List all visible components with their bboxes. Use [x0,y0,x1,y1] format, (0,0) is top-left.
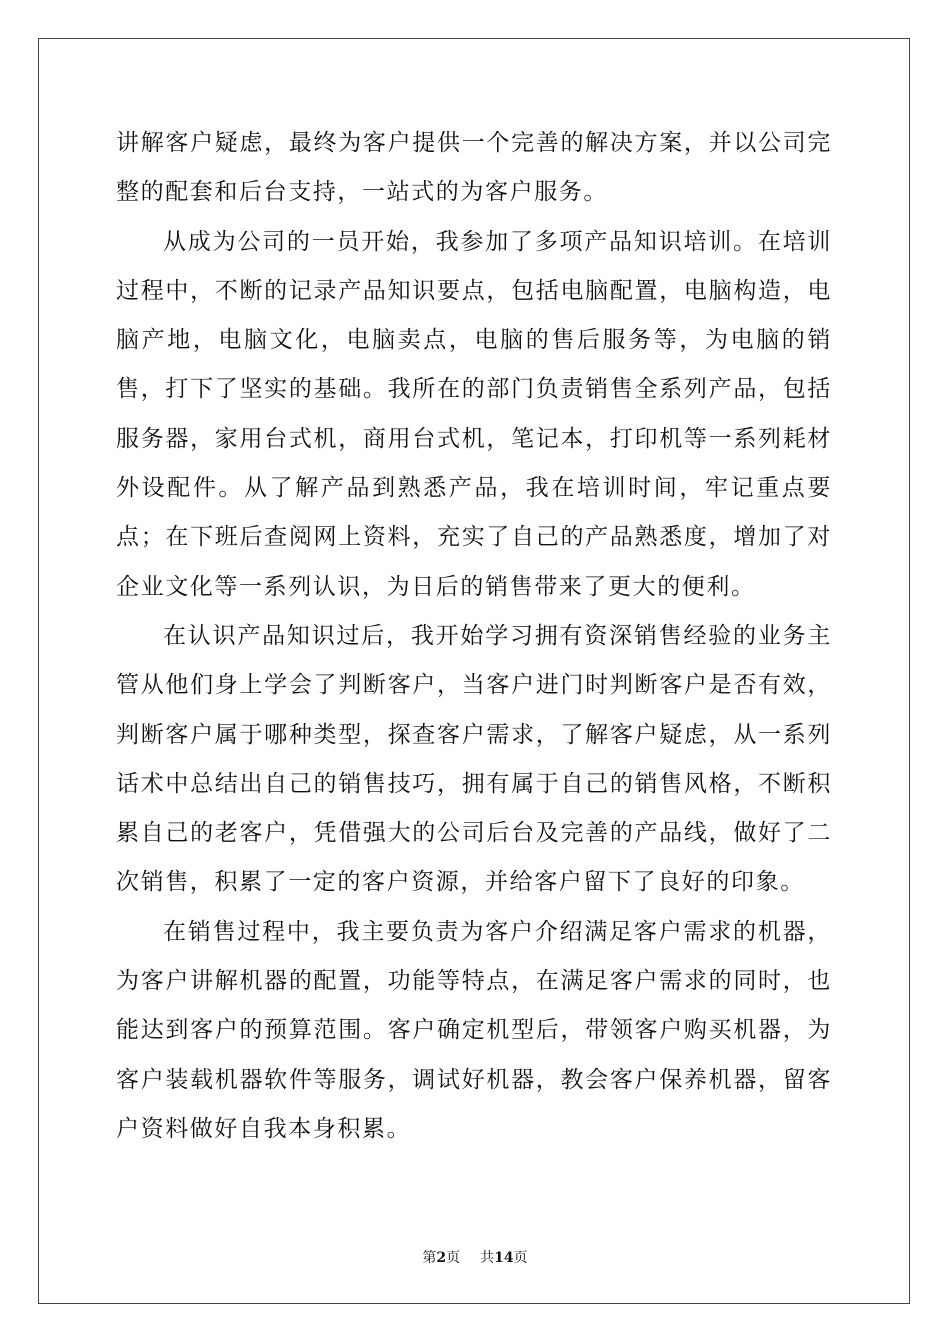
paragraph-2: 从成为公司的一员开始，我参加了多项产品知识培训。在培训过程中，不断的记录产品知识要点，包括电脑配置，电脑构造，电脑产地，电脑文化，电脑卖点，电脑的售后服务等，为电脑的销售，打下了坚实的基础。我所在的部门负责销售全系列产品，包括服务器，家用台式机，商用台式机，笔记本，打印机等一系列耗材外设配件。从了解产品到熟悉产品，我在培训时间，牢记重点要点；在下班后查阅网上资料，充实了自己的产品熟悉度，增加了对企业文化等一系列认识，为日后的销售带来了更大的便利。 [116,228,832,600]
total-pages: 14 [494,1250,514,1266]
total-prefix: 共 [480,1250,495,1266]
page-number: 2 [436,1250,447,1266]
document-body [116,119,832,1154]
page-prefix: 第 [422,1250,437,1266]
paragraph-4: 在销售过程中，我主要负责为客户介绍满足客户需求的机器，为客户讲解机器的配置，功能等特点，在满足客户需求的同时，也能达到客户的预算范围。客户确定机型后，带领客户购买机器，为客户装载机器软件等服务，调试好机器，教会客户保养机器，留客户资料做好自我本身积累。 [116,918,832,1142]
paragraph-3: 在认识产品知识过后，我开始学习拥有资深销售经验的业务主管从他们身上学会了判断客户，当客户进门时判断客户是否有效，判断客户属于哪种类型，探查客户需求，了解客户疑虑，从一系列话术中总结出自己的销售技巧，拥有属于自己的销售风格，不断积累自己的老客户，凭借强大的公司后台及完善的产品线，做好了二次销售，积累了一定的客户资源，并给客户留下了良好的印象。 [116,622,832,896]
paragraph-1: 讲解客户疑虑，最终为客户提供一个完善的解决方案，并以公司完整的配套和后台支持，一站式的为客户服务。 [116,130,832,206]
page-footer [0,1248,950,1268]
page-suffix: 页 [446,1250,461,1266]
total-suffix: 页 [513,1250,528,1266]
